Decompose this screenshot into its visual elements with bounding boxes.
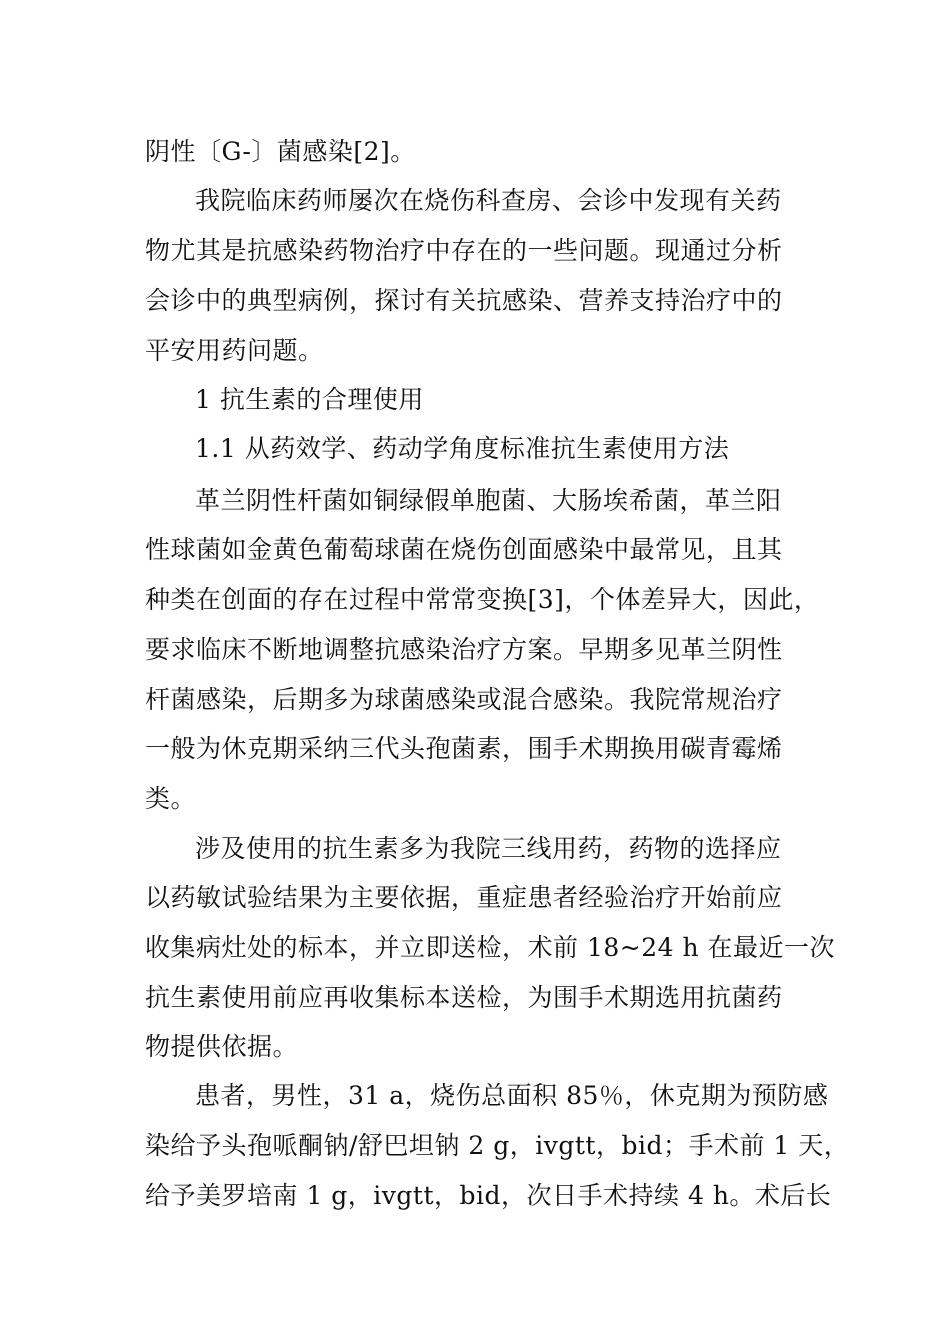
paragraph-start-line: 我院临床药师屡次在烧伤科查房、会诊中发现有关药 [195,186,782,215]
text-line: 杆菌感染，后期多为球菌感染或混合感染。我院常规治疗 [145,685,783,714]
text-line: 阴性〔G-〕菌感染[2]。 [145,137,416,166]
paragraph-start-line: 涉及使用的抗生素多为我院三线用药，药物的选择应 [195,834,782,863]
text-line: 物尤其是抗感染药物治疗中存在的一些问题。现通过分析 [145,236,783,265]
paragraph-start-line: 患者，男性，31 a，烧伤总面积 85％，休克期为预防感 [195,1081,829,1110]
subsection-heading: 1.1 从药效学、药动学角度标准抗生素使用方法 [195,434,730,463]
text-line: 染给予头孢哌酮钠/舒巴坦钠 2 g，ivgtt，bid；手术前 1 天， [145,1131,850,1160]
text-line: 以药敏试验结果为主要依据，重症患者经验治疗开始前应 [145,883,783,912]
text-line: 一般为休克期采纳三代头孢菌素，围手术期换用碳青霉烯 [145,734,783,763]
text-line: 要求临床不断地调整抗感染治疗方案。早期多见革兰阴性 [145,635,783,664]
text-line: 收集病灶处的标本，并立即送检，术前 18~24 h 在最近一次 [145,933,836,962]
text-line: 性球菌如金黄色葡萄球菌在烧伤创面感染中最常见，且其 [145,535,783,564]
text-line: 会诊中的典型病例，探讨有关抗感染、营养支持治疗中的 [145,286,783,315]
text-line: 抗生素使用前应再收集标本送检，为围手术期选用抗菌药 [145,983,783,1012]
text-line: 种类在创面的存在过程中常常变换[3]，个体差异大，因此， [145,585,820,614]
text-line: 给予美罗培南 1 g，ivgtt，bid，次日手术持续 4 h。术后长 [145,1181,832,1210]
text-line: 平安用药问题。 [145,336,324,365]
section-heading: 1 抗生素的合理使用 [195,385,424,414]
paragraph-start-line: 革兰阴性杆菌如铜绿假单胞菌、大肠埃希菌，革兰阳 [195,486,782,515]
text-line: 类。 [145,784,197,813]
text-line: 物提供依据。 [145,1032,299,1061]
